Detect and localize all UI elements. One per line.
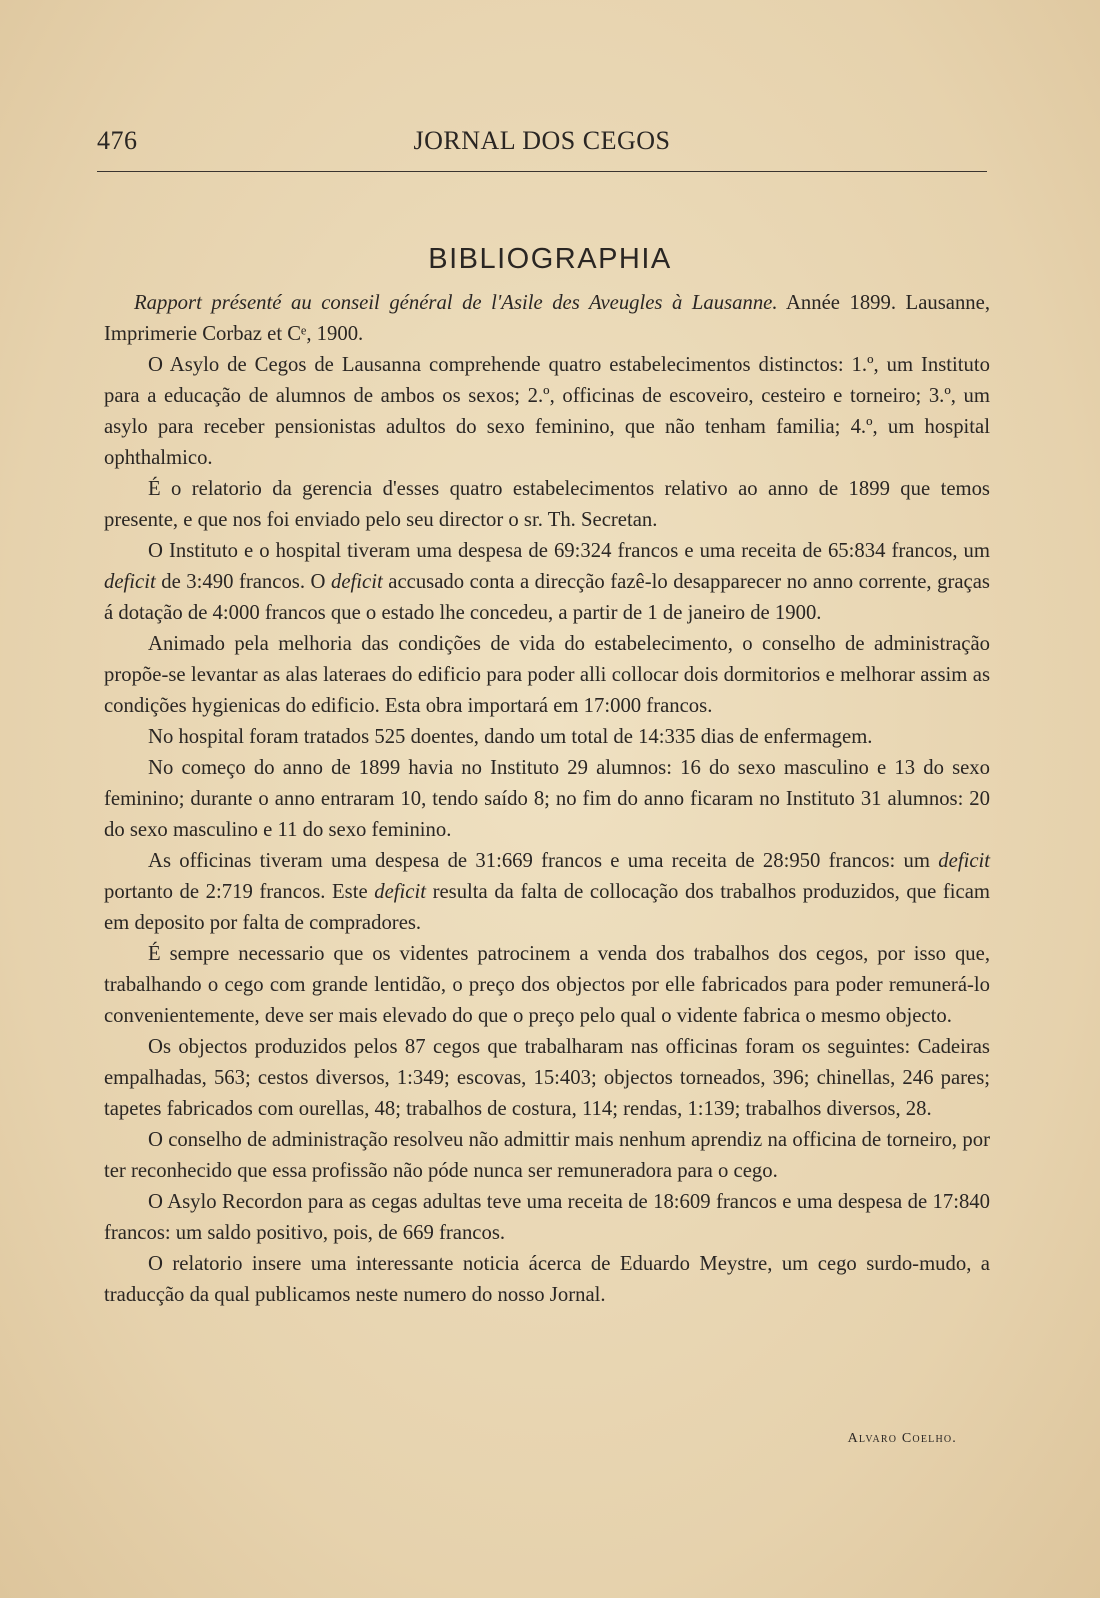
deficit-term: deficit <box>104 571 156 593</box>
paragraph-5: No hospital foram tratados 525 doentes, dando um total de 14:335 dias de enfermagem. <box>148 726 873 748</box>
paragraph-3-text: O Instituto e o hospital tiveram uma despesa de 69:324 francos e uma receita de 65:834 francos, um <box>148 540 990 562</box>
paragraph-1: O Asylo de Cegos de Lausanna comprehende quatro estabelecimentos distinctos: 1.º, um Instituto para a educação de alumnos de ambos os sexos; 2.º, officinas de escoveiro, cesteiro e torneiro; 3.º, um asylo para receber pensionistas adultos do sexo feminino, que não tenham familia; 4.º, um hospital ophthalmico. <box>104 354 990 469</box>
paragraph-3 <box>104 536 990 629</box>
paragraph-7-text: portanto de 2:719 francos. Este <box>104 881 375 903</box>
paragraph-3-text: de 3:490 francos. O <box>155 571 332 593</box>
paragraph-10: O conselho de administração resolveu não admittir mais nenhum aprendiz na officina de torneiro, por ter reconhecido que essa profissão não póde nunca ser remuneradora para o cego. <box>104 1129 990 1182</box>
page-number: 476 <box>97 126 138 155</box>
deficit-term: deficit <box>374 881 426 903</box>
paragraph-7-text: As officinas tiveram uma despesa de 31:669 francos e uma receita de 28:950 francos: um <box>148 850 939 872</box>
paragraph-6: No começo do anno de 1899 havia no Instituto 29 alumnos: 16 do sexo masculino e 13 do sexo feminino; durante o anno entraram 10, tendo saído 8; no fim do anno ficaram no Instituto 31 alumnos: 20 do sexo masculino e 11 do sexo feminino. <box>104 757 990 841</box>
paragraph-12: O relatorio insere uma interessante noticia ácerca de Eduardo Meystre, um cego surdo-mudo, a traducção da qual publicamos neste numero do nosso Jornal. <box>104 1253 990 1306</box>
deficit-term: deficit <box>938 850 990 872</box>
deficit-term: deficit <box>331 571 383 593</box>
paragraph-7 <box>104 846 990 939</box>
article-body <box>104 288 990 1311</box>
paragraph-4: Animado pela melhoria das condições de vida do estabelecimento, o conselho de administração propõe-se levantar as alas lateraes do edificio para poder alli collocar dois dormitorios e melhorar assim as condições hygienicas do edificio. Esta obra importará em 17:000 francos. <box>104 633 990 717</box>
paragraph-11: O Asylo Recordon para as cegas adultas teve uma receita de 18:609 francos e uma despesa de 17:840 francos: um saldo positivo, pois, de 669 francos. <box>104 1191 990 1244</box>
paragraph-7-text: resulta da falta de collocação dos trabalhos produzidos, que ficam em deposito por falta de compradores. <box>104 881 990 934</box>
citation <box>104 288 990 350</box>
author-signature: Alvaro Coelho. <box>847 1431 957 1446</box>
header-rule <box>97 171 987 172</box>
running-title: JORNAL DOS CEGOS <box>413 126 671 155</box>
paragraph-3-text: accusado conta a direcção fazê-lo desapparecer no anno corrente, graças á dotação de 4:000 francos que o estado lhe concedeu, a partir de 1 de janeiro de 1900. <box>104 571 990 624</box>
paragraph-8: É sempre necessario que os videntes patrocinem a venda dos trabalhos dos cegos, por isso que, trabalhando o cego com grande lentidão, o preço dos objectos por elle fabricados para poder remunerá-lo convenientemente, deve ser mais elevado do que o preço pelo qual o vidente fabrica o mesmo objecto. <box>104 943 990 1027</box>
citation-title: Rapport présenté au conseil général de l'Asile des Aveugles à Lausanne. <box>134 292 778 314</box>
section-title: BIBLIOGRAPHIA <box>428 243 672 276</box>
page-header <box>97 126 987 166</box>
paragraph-2: É o relatorio da gerencia d'esses quatro estabelecimentos relativo ao anno de 1899 que temos presente, e que nos foi enviado pelo seu director o sr. Th. Secretan. <box>104 478 990 531</box>
citation-details: Année 1899. Lausanne, Imprimerie Corbaz et Cᵉ, 1900. <box>104 292 990 345</box>
paragraph-9: Os objectos produzidos pelos 87 cegos que trabalharam nas officinas foram os seguintes: Cadeiras empalhadas, 563; cestos diversos, 1:349; escovas, 15:403; objectos torneados, 396; chinellas, 246 pares; tapetes fabricados com ourellas, 48; trabalhos de costura, 114; rendas, 1:139; trabalhos diversos, 28. <box>104 1036 990 1120</box>
